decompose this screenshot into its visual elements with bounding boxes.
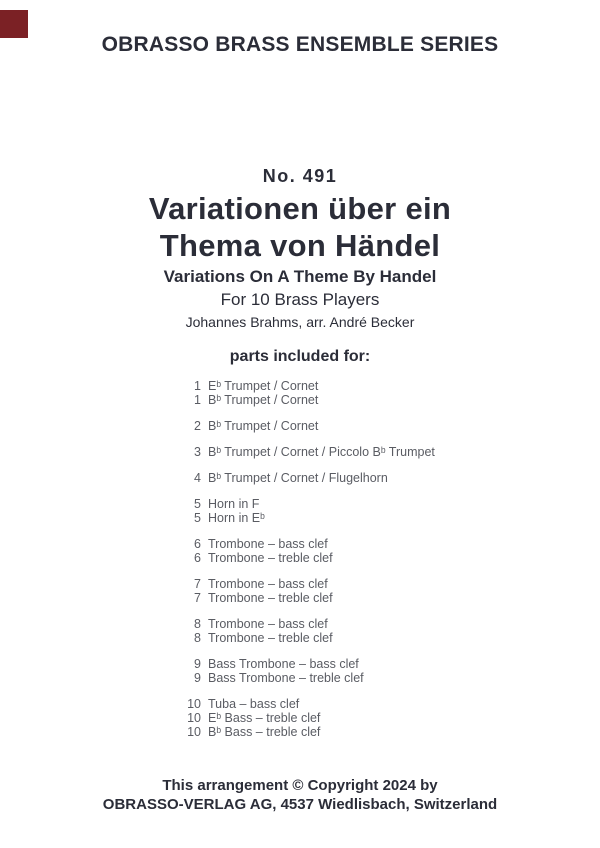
- part-row: [175, 725, 435, 739]
- part-name: Bᵇ Bass – treble clef: [208, 725, 321, 739]
- part-group: [175, 617, 435, 645]
- part-number: 6: [194, 537, 201, 551]
- part-number: 9: [194, 657, 201, 671]
- part-name: Bass Trombone – treble clef: [208, 671, 364, 685]
- part-group: [175, 471, 435, 485]
- part-group: [175, 697, 435, 739]
- part-name: Bᵇ Trumpet / Cornet: [208, 419, 319, 433]
- part-number: 2: [194, 419, 201, 433]
- parts-list: [175, 379, 435, 751]
- part-row: [175, 497, 435, 511]
- part-row: [175, 551, 435, 565]
- part-name: Trombone – treble clef: [208, 551, 333, 565]
- title-german-line2: Thema von Händel: [159, 228, 441, 263]
- copyright-line2: OBRASSO-VERLAG AG, 4537 Wiedlisbach, Switzerland: [102, 795, 498, 813]
- part-name: Bass Trombone – bass clef: [208, 657, 359, 671]
- part-group: [175, 577, 435, 605]
- part-name: Bᵇ Trumpet / Cornet: [208, 393, 319, 407]
- part-number: 5: [194, 497, 201, 511]
- part-group: [175, 419, 435, 433]
- part-name: Trombone – treble clef: [208, 631, 333, 645]
- part-row: [175, 511, 435, 525]
- part-group: [175, 537, 435, 565]
- part-group: [175, 445, 435, 459]
- part-number: 10: [187, 725, 201, 739]
- part-number: 7: [194, 591, 201, 605]
- part-number: 6: [194, 551, 201, 565]
- part-row: [175, 393, 435, 407]
- part-name: Trombone – bass clef: [208, 537, 328, 551]
- part-row: [175, 631, 435, 645]
- part-number: 8: [194, 617, 201, 631]
- part-row: [175, 697, 435, 711]
- catalog-number: No. 491: [262, 166, 338, 186]
- part-row: [175, 379, 435, 393]
- part-name: Eᵇ Bass – treble clef: [208, 711, 321, 725]
- parts-heading: parts included for:: [229, 348, 371, 365]
- part-name: Trombone – treble clef: [208, 591, 333, 605]
- part-number: 8: [194, 631, 201, 645]
- part-row: [175, 537, 435, 551]
- part-row: [175, 419, 435, 433]
- title-german-line1: Variationen über ein: [148, 191, 452, 226]
- part-row: [175, 617, 435, 631]
- part-number: 5: [194, 511, 201, 525]
- part-group: [175, 379, 435, 407]
- scoring-line: For 10 Brass Players: [220, 290, 380, 309]
- title-english: Variations On A Theme By Handel: [163, 267, 437, 286]
- part-number: 7: [194, 577, 201, 591]
- part-group: [175, 657, 435, 685]
- part-row: [175, 591, 435, 605]
- part-number: 10: [187, 697, 201, 711]
- part-name: Tuba – bass clef: [208, 697, 300, 711]
- part-group: [175, 497, 435, 525]
- part-name: Trombone – bass clef: [208, 617, 328, 631]
- part-number: 1: [194, 379, 201, 393]
- part-name: Trombone – bass clef: [208, 577, 328, 591]
- copyright-footer: [0, 777, 600, 814]
- part-row: [175, 577, 435, 591]
- part-number: 9: [194, 671, 201, 685]
- series-header: OBRASSO BRASS ENSEMBLE SERIES: [101, 33, 499, 56]
- part-number: 10: [187, 711, 201, 725]
- copyright-line1: This arrangement © Copyright 2024 by: [162, 777, 438, 794]
- part-number: 1: [194, 393, 201, 407]
- part-row: [175, 671, 435, 685]
- part-row: [175, 471, 435, 485]
- part-name: Bᵇ Trumpet / Cornet / Flugelhorn: [208, 471, 388, 485]
- part-row: [175, 657, 435, 671]
- title-block: [0, 166, 600, 330]
- part-name: Bᵇ Trumpet / Cornet / Piccolo Bᵇ Trumpet: [208, 445, 435, 459]
- part-row: [175, 445, 435, 459]
- part-name: Horn in F: [208, 497, 260, 511]
- part-name: Eᵇ Trumpet / Cornet: [208, 379, 319, 393]
- part-row: [175, 711, 435, 725]
- part-number: 3: [194, 445, 201, 459]
- part-number: 4: [194, 471, 201, 485]
- composer-arranger-line: Johannes Brahms, arr. André Becker: [185, 314, 415, 330]
- part-name: Horn in Eᵇ: [208, 511, 265, 525]
